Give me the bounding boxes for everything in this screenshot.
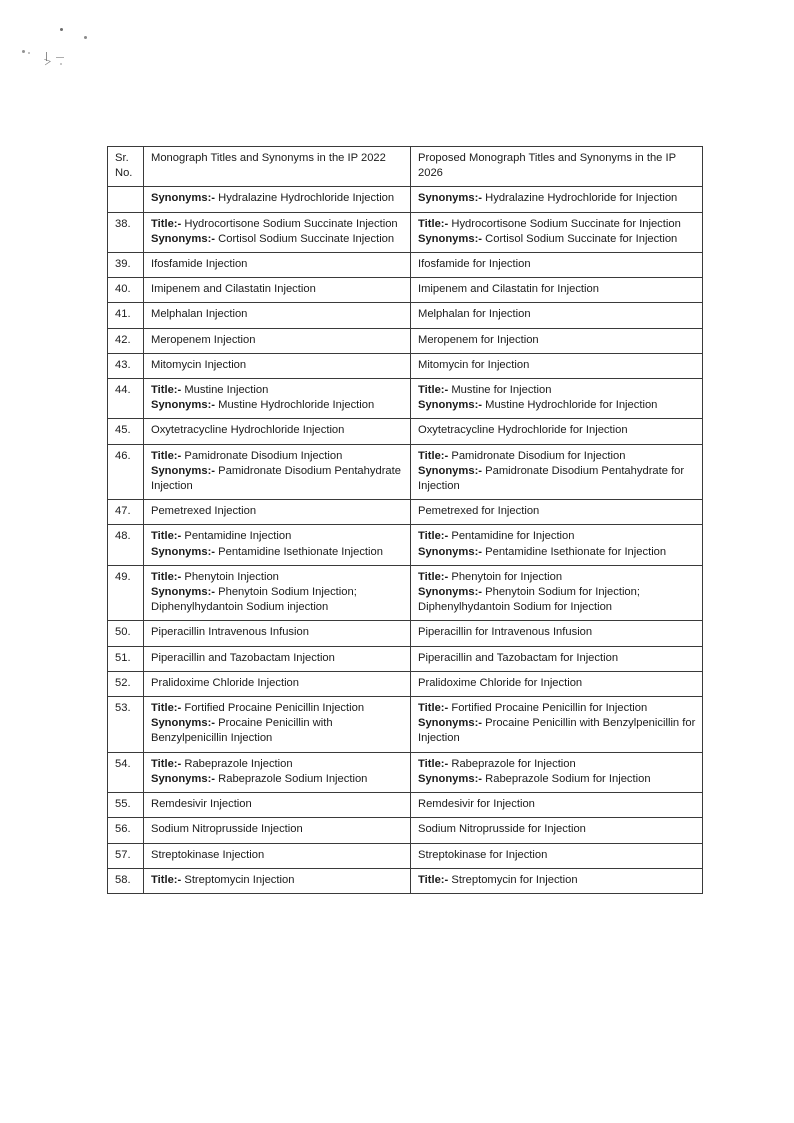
cell-line: Synonyms:- Mustine Hydrochloride Injection: [151, 399, 375, 412]
cell-line: Synonyms:- Hydralazine Hydrochloride for Injection: [418, 192, 678, 205]
cell-sr-no: 56.: [108, 818, 144, 843]
cell-sr-no: 54.: [108, 752, 144, 792]
cell-ip-2026: [411, 379, 703, 419]
table-row: [108, 303, 703, 328]
cell-ip-2026: [411, 419, 703, 444]
cell-ip-2022: [144, 868, 411, 893]
sr-header-line1: Sr.: [115, 152, 129, 164]
cell-line: Remdesivir Injection: [151, 798, 252, 811]
cell-ip-2026: [411, 212, 703, 252]
field-label: Title:-: [151, 217, 182, 230]
cell-ip-2026: [411, 868, 703, 893]
cell-line: Title:- Pentamidine Injection: [151, 530, 292, 543]
scan-speck: [56, 57, 64, 58]
cell-line: Synonyms:- Cortisol Sodium Succinate for Injection: [418, 232, 678, 245]
cell-line: Meropenem Injection: [151, 333, 256, 346]
cell-ip-2022: [144, 697, 411, 753]
cell-ip-2026: [411, 646, 703, 671]
cell-line: Ifosfamide for Injection: [418, 258, 531, 271]
cell-sr-no: 46.: [108, 444, 144, 500]
cell-sr-no: 53.: [108, 697, 144, 753]
cell-ip-2022: [144, 671, 411, 696]
cell-line: Melphalan for Injection: [418, 308, 531, 321]
field-label: Synonyms:-: [418, 399, 483, 412]
cell-line: Imipenem and Cilastatin for Injection: [418, 283, 599, 296]
cell-line: Pemetrexed Injection: [151, 505, 257, 518]
cell-sr-no: 48.: [108, 525, 144, 565]
cell-line: Synonyms:- Pentamidine Isethionate for Injection: [418, 545, 667, 558]
cell-ip-2026: [411, 525, 703, 565]
sr-header-line2: No.: [115, 167, 133, 180]
cell-ip-2022: [144, 818, 411, 843]
field-label: Synonyms:-: [151, 399, 216, 412]
cell-ip-2026: [411, 500, 703, 525]
table-row: [108, 444, 703, 500]
field-label: Title:-: [418, 384, 449, 397]
cell-line: Title:- Rabeprazole for Injection: [418, 757, 576, 770]
cell-line: Synonyms:- Pamidronate Disodium Pentahydrate for Injection: [418, 464, 685, 493]
cell-line: Piperacillin and Tazobactam for Injection: [418, 651, 619, 664]
cell-line: Title:- Pamidronate Disodium for Injection: [418, 449, 626, 462]
table-row: [108, 500, 703, 525]
table-row: [108, 253, 703, 278]
table-row: [108, 565, 703, 621]
cell-ip-2022: [144, 444, 411, 500]
table-head: [108, 147, 703, 187]
field-label: Synonyms:-: [418, 192, 483, 205]
cell-line: Imipenem and Cilastatin Injection: [151, 283, 316, 296]
cell-ip-2022: [144, 328, 411, 353]
cell-ip-2026: [411, 303, 703, 328]
cell-line: Title:- Pentamidine for Injection: [418, 530, 575, 543]
cell-sr-no: 52.: [108, 671, 144, 696]
cell-line: Synonyms:- Procaine Penicillin with Benzylpenicillin Injection: [151, 717, 333, 745]
cell-ip-2026: [411, 843, 703, 868]
field-label: Title:-: [151, 530, 182, 543]
table-row: [108, 328, 703, 353]
cell-ip-2026: [411, 752, 703, 792]
table-row: [108, 793, 703, 818]
cell-line: Melphalan Injection: [151, 308, 248, 321]
field-label: Title:-: [151, 449, 182, 462]
cell-ip-2022: [144, 646, 411, 671]
field-label: Title:-: [418, 873, 449, 886]
cell-line: Pralidoxime Chloride for Injection: [418, 676, 583, 689]
cell-ip-2026: [411, 671, 703, 696]
cell-ip-2026: [411, 697, 703, 753]
cell-ip-2022: [144, 187, 411, 212]
field-label: Synonyms:-: [418, 586, 483, 599]
field-label: Title:-: [151, 384, 182, 397]
field-label: Title:-: [151, 570, 182, 583]
column-header-ip-2026: Proposed Monograph Titles and Synonyms in the IP 2026: [411, 147, 703, 187]
cell-ip-2026: [411, 187, 703, 212]
cell-line: Synonyms:- Mustine Hydrochloride for Injection: [418, 399, 658, 412]
cell-ip-2026: [411, 278, 703, 303]
field-label: Title:-: [418, 702, 449, 715]
cell-line: Ifosfamide Injection: [151, 258, 248, 271]
cell-line: Title:- Streptomycin Injection: [151, 873, 295, 886]
cell-line: Streptokinase Injection: [151, 848, 265, 861]
cell-ip-2022: [144, 752, 411, 792]
cell-line: Title:- Phenytoin for Injection: [418, 570, 563, 583]
cell-line: Mitomycin for Injection: [418, 358, 530, 371]
cell-line: Synonyms:- Cortisol Sodium Succinate Injection: [151, 232, 395, 245]
cell-ip-2022: [144, 303, 411, 328]
cell-ip-2026: [411, 444, 703, 500]
cell-line: Title:- Streptomycin for Injection: [418, 873, 578, 886]
field-label: Synonyms:-: [151, 232, 216, 245]
cell-ip-2022: [144, 621, 411, 646]
cell-ip-2022: [144, 565, 411, 621]
table-row: [108, 752, 703, 792]
cell-line: Oxytetracycline Hydrochloride Injection: [151, 424, 345, 437]
cell-line: Remdesivir for Injection: [418, 798, 535, 811]
field-label: Synonyms:-: [151, 717, 216, 730]
table-row: [108, 278, 703, 303]
field-label: Synonyms:-: [418, 772, 483, 785]
table-row: [108, 525, 703, 565]
cell-sr-no: 57.: [108, 843, 144, 868]
table-row: [108, 419, 703, 444]
cell-ip-2022: [144, 793, 411, 818]
cell-sr-no: 50.: [108, 621, 144, 646]
cell-ip-2026: [411, 565, 703, 621]
cell-sr-no: 39.: [108, 253, 144, 278]
table-row: [108, 868, 703, 893]
cell-ip-2022: [144, 500, 411, 525]
field-label: Synonyms:-: [151, 586, 216, 599]
cell-line: Title:- Rabeprazole Injection: [151, 757, 293, 770]
cell-sr-no: 51.: [108, 646, 144, 671]
field-label: Title:-: [151, 702, 182, 715]
table-row: [108, 697, 703, 753]
cell-line: Synonyms:- Hydralazine Hydrochloride Injection: [151, 192, 395, 205]
cell-line: Sodium Nitroprusside Injection: [151, 823, 303, 836]
field-label: Synonyms:-: [418, 717, 483, 730]
field-label: Synonyms:-: [151, 545, 216, 558]
cell-line: Synonyms:- Pamidronate Disodium Pentahydrate Injection: [151, 464, 401, 493]
table-row: [108, 621, 703, 646]
cell-line: Synonyms:- Rabeprazole Sodium for Injection: [418, 772, 651, 785]
table-row: [108, 671, 703, 696]
cell-ip-2026: [411, 353, 703, 378]
cell-line: Title:- Phenytoin Injection: [151, 570, 279, 583]
cell-line: Piperacillin for Intravenous Infusion: [418, 626, 593, 639]
cell-ip-2022: [144, 379, 411, 419]
cell-line: Pemetrexed for Injection: [418, 505, 540, 518]
cell-sr-no: 43.: [108, 353, 144, 378]
scan-speck: [22, 50, 25, 53]
monograph-comparison-table: [107, 146, 703, 894]
field-label: Title:-: [151, 757, 182, 770]
cell-ip-2022: [144, 843, 411, 868]
cell-sr-no: 58.: [108, 868, 144, 893]
cell-line: Mitomycin Injection: [151, 358, 247, 371]
cell-ip-2026: [411, 793, 703, 818]
table-row: [108, 187, 703, 212]
cell-line: Synonyms:- Procaine Penicillin with Benzylpenicillin for Injection: [418, 717, 696, 745]
table-row: [108, 353, 703, 378]
scan-speck: [84, 36, 87, 39]
cell-line: Title:- Mustine Injection: [151, 384, 269, 397]
table-header-row: [108, 147, 703, 187]
cell-line: Title:- Fortified Procaine Penicillin for Injection: [418, 702, 648, 715]
column-header-sr-no: [108, 147, 144, 187]
field-label: Synonyms:-: [151, 464, 216, 477]
cell-ip-2026: [411, 818, 703, 843]
field-label: Synonyms:-: [418, 464, 483, 477]
cell-sr-no: 41.: [108, 303, 144, 328]
cell-ip-2022: [144, 253, 411, 278]
field-label: Title:-: [418, 570, 449, 583]
field-label: Synonyms:-: [418, 545, 483, 558]
cell-ip-2026: [411, 253, 703, 278]
field-label: Title:-: [418, 757, 449, 770]
table-row: [108, 646, 703, 671]
field-label: Title:-: [151, 873, 182, 886]
cell-line: Synonyms:- Phenytoin Sodium for Injection; Diphenylhydantoin Sodium for Injection: [418, 586, 640, 614]
cell-line: Pralidoxime Chloride Injection: [151, 676, 299, 689]
cell-sr-no: 38.: [108, 212, 144, 252]
cell-ip-2026: [411, 328, 703, 353]
cell-sr-no: 44.: [108, 379, 144, 419]
cell-sr-no: [108, 187, 144, 212]
scan-artifacts: [0, 0, 140, 90]
cell-ip-2022: [144, 419, 411, 444]
cell-line: Title:- Pamidronate Disodium Injection: [151, 449, 343, 462]
stray-pen-mark: >: [42, 53, 53, 70]
cell-line: Title:- Mustine for Injection: [418, 384, 552, 397]
field-label: Title:-: [418, 530, 449, 543]
cell-line: Synonyms:- Pentamidine Isethionate Injection: [151, 545, 383, 558]
field-label: Title:-: [418, 217, 449, 230]
field-label: Synonyms:-: [151, 772, 216, 785]
cell-line: Piperacillin and Tazobactam Injection: [151, 651, 335, 664]
cell-ip-2022: [144, 212, 411, 252]
cell-sr-no: 45.: [108, 419, 144, 444]
field-label: Title:-: [418, 449, 449, 462]
cell-line: Title:- Hydrocortisone Sodium Succinate Injection: [151, 217, 398, 230]
column-header-ip-2022: Monograph Titles and Synonyms in the IP 2022: [144, 147, 411, 187]
table-body: [108, 187, 703, 894]
cell-ip-2022: [144, 353, 411, 378]
cell-ip-2022: [144, 278, 411, 303]
field-label: Synonyms:-: [418, 232, 483, 245]
cell-line: Synonyms:- Rabeprazole Sodium Injection: [151, 772, 368, 785]
cell-line: Synonyms:- Phenytoin Sodium Injection; Diphenylhydantoin Sodium injection: [151, 586, 357, 614]
cell-line: Title:- Fortified Procaine Penicillin Injection: [151, 702, 365, 715]
cell-sr-no: 55.: [108, 793, 144, 818]
table-row: [108, 818, 703, 843]
field-label: Synonyms:-: [151, 192, 216, 205]
table-row: [108, 212, 703, 252]
table-row: [108, 379, 703, 419]
scan-speck: [60, 63, 62, 65]
cell-sr-no: 49.: [108, 565, 144, 621]
scan-speck: [28, 52, 30, 54]
cell-line: Meropenem for Injection: [418, 333, 539, 346]
cell-ip-2026: [411, 621, 703, 646]
cell-line: Piperacillin Intravenous Infusion: [151, 626, 309, 639]
cell-line: Sodium Nitroprusside for Injection: [418, 823, 586, 836]
cell-ip-2022: [144, 525, 411, 565]
cell-sr-no: 42.: [108, 328, 144, 353]
cell-sr-no: 40.: [108, 278, 144, 303]
cell-sr-no: 47.: [108, 500, 144, 525]
cell-line: Oxytetracycline Hydrochloride for Injection: [418, 424, 628, 437]
table-row: [108, 843, 703, 868]
cell-line: Streptokinase for Injection: [418, 848, 548, 861]
cell-line: Title:- Hydrocortisone Sodium Succinate for Injection: [418, 217, 681, 230]
scan-speck: [60, 28, 63, 31]
